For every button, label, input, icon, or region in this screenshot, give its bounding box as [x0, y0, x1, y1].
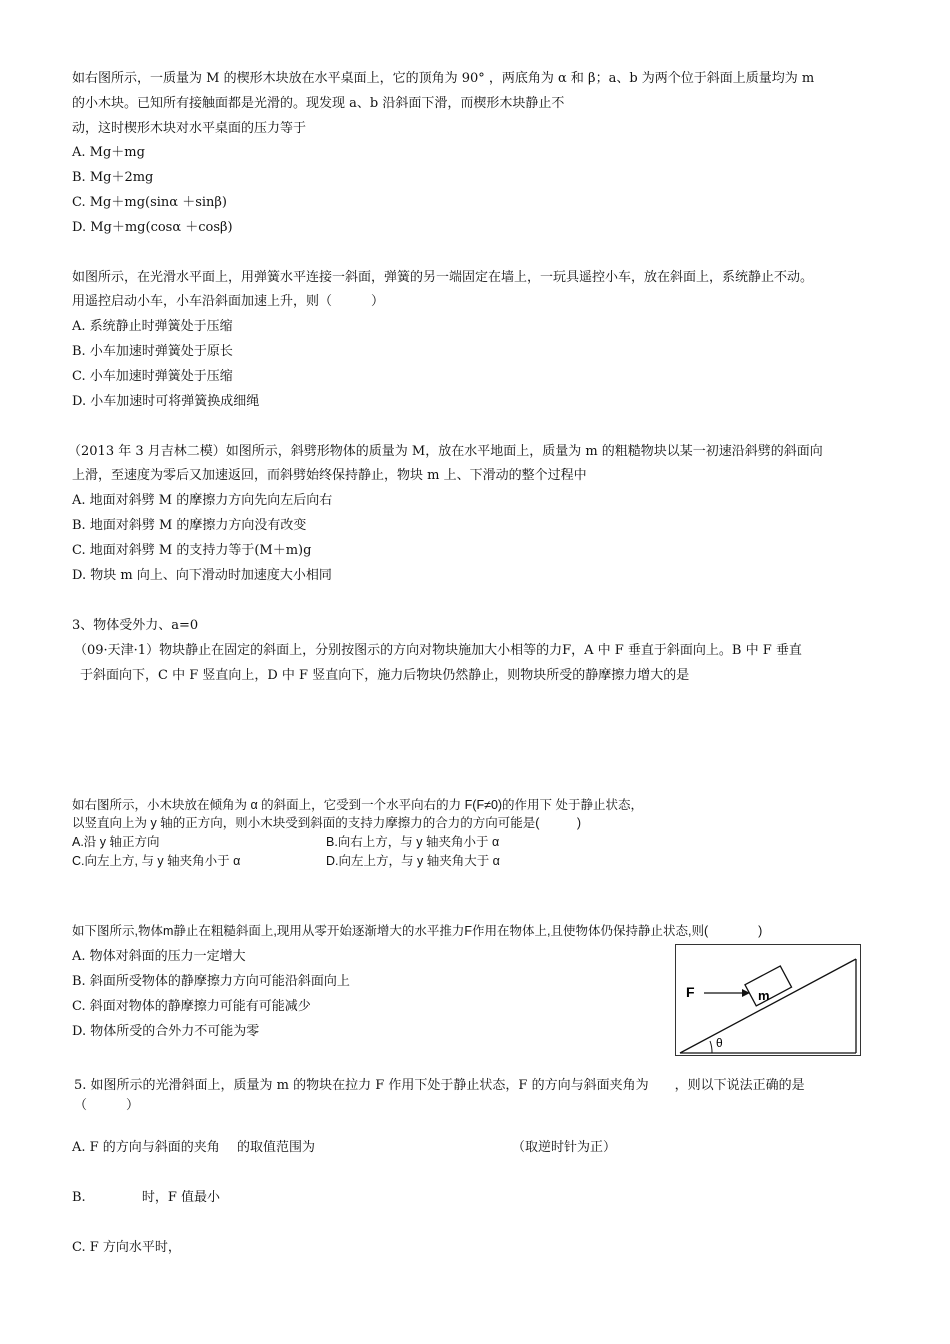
- q7-stem-line2: （ ）: [74, 1098, 140, 1113]
- q1-option-a: A. Mg＋mg: [72, 145, 145, 160]
- q7-option-a: A. F 的方向与斜面的夹角 的取值范围为: [72, 1140, 315, 1155]
- q1-stem-line3: 动，这时楔形木块对水平桌面的压力等于: [72, 121, 307, 136]
- q5-option-d: D.向左上方，与 y 轴夹角大于 α: [326, 854, 500, 868]
- q7-option-c: C. F 方向水平时，: [72, 1240, 181, 1255]
- q2-stem-line1: 如图所示，在光滑水平面上，用弹簧水平连接一斜面，弹簧的另一端固定在墙上，一玩具遥控小车，放在斜面上，系统静止不动。: [72, 270, 814, 285]
- q6-option-d: D. 物体所受的合外力不可能为零: [72, 1024, 260, 1039]
- q2-option-b: B. 小车加速时弹簧处于原长: [72, 344, 233, 359]
- q2-option-c: C. 小车加速时弹簧处于压缩: [72, 369, 233, 384]
- q7-option-a-note: （取逆时针为正）: [512, 1140, 617, 1155]
- angle-label: θ: [716, 1036, 723, 1050]
- q2-option-a: A. 系统静止时弹簧处于压缩: [72, 319, 233, 334]
- q6-stem-line1: 如下图所示,物体m静止在粗糙斜面上,现用从零开始逐渐增大的水平推力F作用在物体上,且使物体仍保持静止状态,则( ): [72, 924, 763, 938]
- mass-label: m: [758, 988, 770, 1003]
- q7-stem-line1: 5. 如图所示的光滑斜面上，质量为 m 的物块在拉力 F 作用下处于静止状态，F 的方向与斜面夹角为 ，则以下说法正确的是: [74, 1078, 805, 1093]
- q3-option-a: A. 地面对斜劈 M 的摩擦力方向先向左后向右: [72, 493, 333, 508]
- q1-option-d: D. Mg＋mg(cosα ＋cosβ): [72, 220, 233, 235]
- q5-stem-line2: 以竖直向上为 y 轴的正方向，则小木块受到斜面的支持力摩擦力的合力的方向可能是( ): [72, 816, 582, 830]
- incline-figure: [675, 944, 861, 1056]
- section-heading: 3、物体受外力、a=0: [72, 618, 199, 633]
- q1-option-b: B. Mg＋2mg: [72, 170, 154, 185]
- q4-stem-line1: （09·天津·1）物块静止在固定的斜面上，分别按图示的方向对物块施加大小相等的力F，A 中 F 垂直于斜面向上。B 中 F 垂直: [74, 643, 802, 658]
- q2-option-d: D. 小车加速时可将弹簧换成细绳: [72, 394, 260, 409]
- q3-option-c: C. 地面对斜劈 M 的支持力等于(M＋m)g: [72, 543, 312, 558]
- q5-stem-line1: 如右图所示，小木块放在倾角为 α 的斜面上，它受到一个水平向右的力 F(F≠0)的作用下 处于静止状态，: [72, 798, 644, 812]
- q6-option-a: A. 物体对斜面的压力一定增大: [72, 949, 246, 964]
- q1-stem-line1: 如右图所示，一质量为 M 的楔形木块放在水平桌面上，它的顶角为 90° ，两底角为 α 和 β；a、b 为两个位于斜面上质量均为 m: [72, 71, 815, 86]
- angle-arc: [710, 1041, 712, 1053]
- q3-stem-line2: 上滑，至速度为零后又加速返回，而斜劈始终保持静止，物块 m 上、下滑动的整个过程中: [72, 468, 587, 483]
- q3-stem-line1: （2013 年 3 月吉林二模）如图所示，斜劈形物体的质量为 M，放在水平地面上，质量为 m 的粗糙物块以某一初速沿斜劈的斜面向: [68, 444, 823, 459]
- q1-stem-line2: 的小木块。已知所有接触面都是光滑的。现发现 a、b 沿斜面下滑，而楔形木块静止不: [72, 96, 565, 111]
- q5-option-b: B.向右上方，与 y 轴夹角小于 α: [326, 835, 500, 849]
- q5-option-a: A.沿 y 轴正方向: [72, 835, 160, 849]
- q1-option-c: C. Mg＋mg(sinα ＋sinβ): [72, 195, 228, 210]
- q5-option-c: C.向左上方, 与 y 轴夹角小于 α: [72, 854, 241, 868]
- q6-option-b: B. 斜面所受物体的静摩擦力方向可能沿斜面向上: [72, 974, 350, 989]
- q2-stem-line2: 用遥控启动小车，小车沿斜面加速上升，则（ ）: [72, 294, 385, 309]
- q3-option-d: D. 物块 m 向上、向下滑动时加速度大小相同: [72, 568, 332, 583]
- q4-stem-line2: 于斜面向下，C 中 F 竖直向上，D 中 F 竖直向下，施力后物块仍然静止，则物块所受的静摩擦力增大的是: [80, 668, 690, 683]
- q6-option-c: C. 斜面对物体的静摩擦力可能有可能减少: [72, 999, 311, 1014]
- force-label: F: [686, 984, 695, 1000]
- q3-option-b: B. 地面对斜劈 M 的摩擦力方向没有改变: [72, 518, 307, 533]
- q7-option-b: B. 时，F 值最小: [72, 1190, 220, 1205]
- incline-diagram: [676, 945, 862, 1057]
